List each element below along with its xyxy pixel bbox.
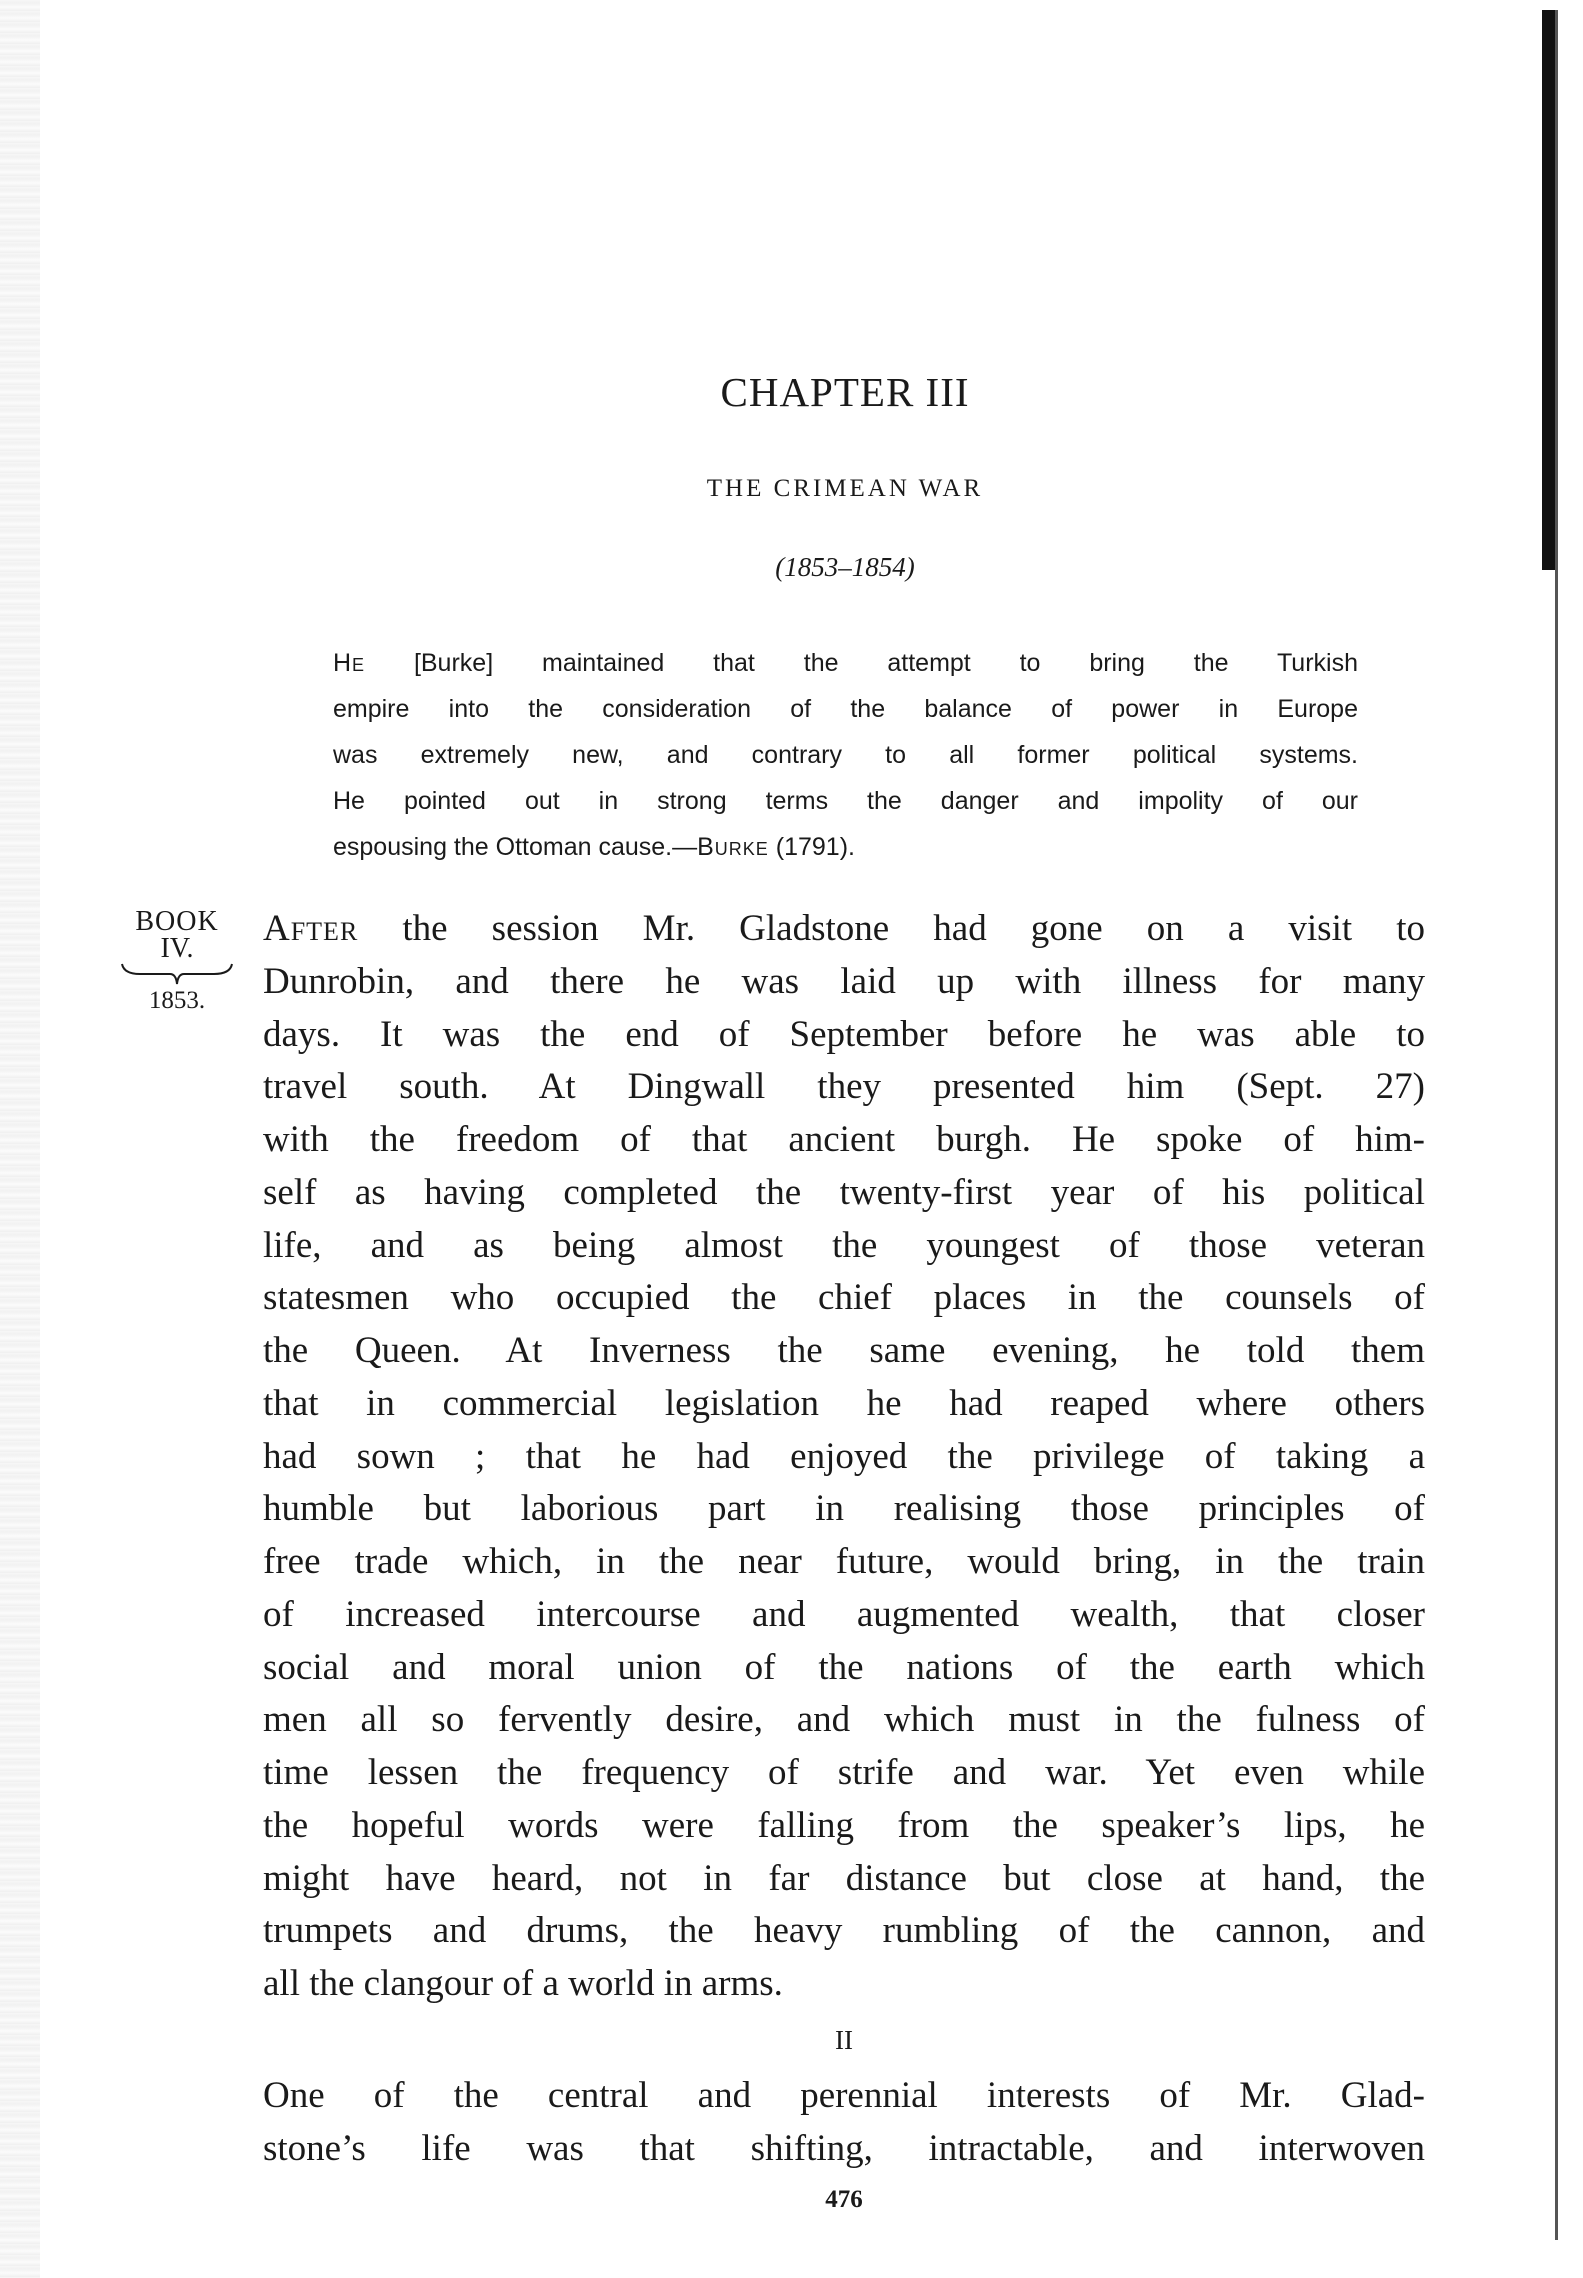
body-line: the hopeful words were falling from the speaker’s lips, he: [263, 1804, 1425, 1846]
body-line: that in commercial legislation he had reaped where others: [263, 1382, 1425, 1424]
margin-book-label: BOOK: [135, 906, 219, 937]
chapter-title: CHAPTER III: [720, 369, 970, 415]
epigraph-line: [333, 824, 1358, 870]
epigraph-line-text: espousing the Ottoman cause.—: [333, 833, 698, 861]
body-line: self as having completed the twenty-first year of his political: [263, 1171, 1425, 1213]
section-two-paragraph: [263, 2070, 1425, 2176]
body-line: might have heard, not in far distance but close at hand, the: [263, 1857, 1425, 1899]
body-line: of increased intercourse and augmented wealth, that closer: [263, 1593, 1425, 1635]
body-line: Dunrobin, and there he was laid up with illness for many: [263, 960, 1425, 1002]
epigraph-attribution-name: Burke: [697, 833, 769, 861]
chapter-dates: (1853–1854): [775, 552, 915, 582]
body-line: life, and as being almost the youngest of those veteran: [263, 1224, 1425, 1266]
scanned-page-edge: [0, 0, 40, 2278]
body-line: One of the central and perennial interests of Mr. Glad-: [263, 2075, 1425, 2116]
body-line-text: the session Mr. Gladstone had gone on a visit to: [402, 908, 1426, 949]
body-line: with the freedom of that ancient burgh. He spoke of him-: [263, 1119, 1425, 1160]
scanned-page-border: [1555, 10, 1558, 2240]
epigraph-line: [333, 640, 1358, 686]
epigraph-attribution-year: (1791).: [775, 833, 855, 861]
body-line: statesmen who occupied the chief places in the counsels of: [263, 1277, 1425, 1319]
body-line: men all so fervently desire, and which must in the fulness of: [263, 1699, 1425, 1741]
body-line: had sown ; that he had enjoyed the privilege of taking a: [263, 1435, 1425, 1477]
body-line: the Queen. At Inverness the same evening, he told them: [263, 1330, 1425, 1371]
chapter-subtitle: THE CRIMEAN WAR: [706, 475, 984, 502]
body-line: stone’s life was that shifting, intractable, and interwoven: [263, 2127, 1425, 2169]
body-line: trumpets and drums, the heavy rumbling of the cannon, and: [263, 1910, 1425, 1952]
epigraph-line: was extremely new, and contrary to all former political systems.: [333, 741, 1358, 769]
epigraph-line: He pointed out in strong terms the danger and impolity of our: [333, 787, 1358, 815]
body-line: travel south. At Dingwall they presented him (Sept. 27): [263, 1066, 1425, 1108]
body-line: days. It was the end of September before he was able to: [263, 1013, 1425, 1055]
margin-volume-label: IV.: [160, 933, 194, 964]
margin-brace-icon: [118, 962, 236, 986]
epigraph: [333, 640, 1358, 870]
body-line: time lessen the frequency of strife and war. Yet even while: [263, 1752, 1425, 1793]
section-one-paragraph: [263, 903, 1425, 2011]
body-line: free trade which, in the near future, would bring, in the train: [263, 1541, 1425, 1582]
body-line: [263, 903, 1425, 956]
page-number: 476: [825, 2186, 863, 2213]
epigraph-line: empire into the consideration of the balance of power in Europe: [333, 695, 1358, 723]
margin-year-label: 1853.: [148, 987, 206, 1014]
opening-word: After: [263, 908, 359, 949]
margin-note: [118, 908, 236, 1016]
section-number: II: [835, 2025, 853, 2055]
body-line: all the clangour of a world in arms.: [263, 1963, 783, 2004]
body-line: humble but laborious part in realising those principles of: [263, 1488, 1425, 1530]
epigraph-opening-word: He: [333, 649, 366, 677]
epigraph-line-text: [Burke] maintained that the attempt to bring the Turkish: [413, 649, 1358, 677]
body-line: social and moral union of the nations of the earth which: [263, 1646, 1425, 1688]
